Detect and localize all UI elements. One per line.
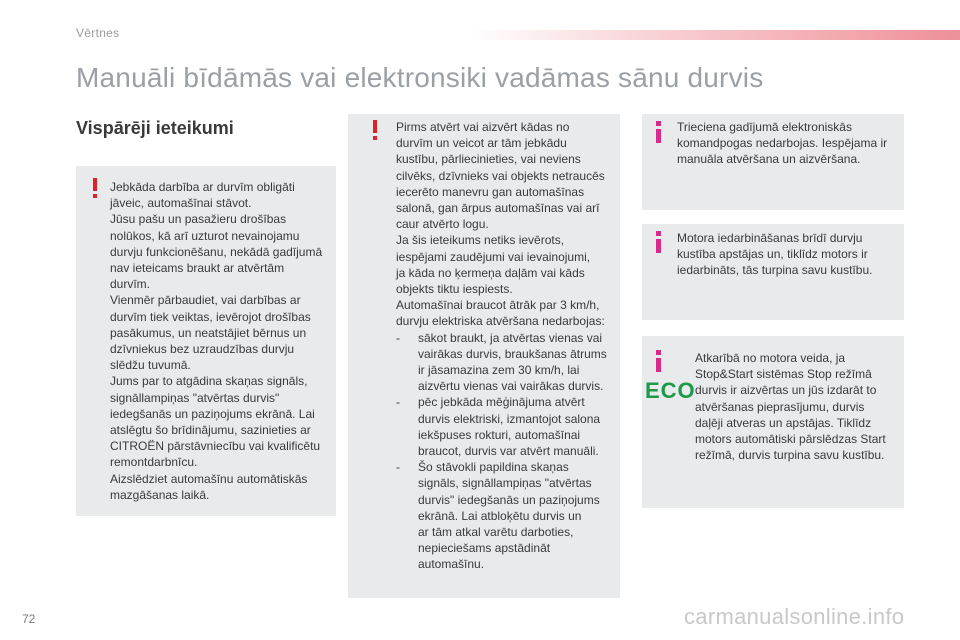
text-line: sākot braukt, ja atvērtas vienas vai <box>418 330 603 345</box>
info-icon <box>653 231 663 253</box>
list-item <box>396 394 618 459</box>
text-line: durvīm un veicot ar tām jebkādu <box>396 136 567 151</box>
list-dash: - <box>396 460 400 475</box>
text-line: Stop&Start sistēmas Stop režīmā <box>695 367 872 382</box>
impact-info-text <box>677 119 902 168</box>
text-line: atslēgtu šo brīdinājumu, sazinieties ar <box>110 423 311 438</box>
text-line: nepieciešams apstādināt <box>418 541 551 556</box>
page-title: Manuāli bīdāmās vai elektronsiki vadāmas sānu durvis <box>76 62 764 93</box>
text-line: salonā, gan ārpus automašīnas vai arī <box>396 201 600 216</box>
text-line: mazgāšanas laikā. <box>110 487 210 502</box>
list-item <box>396 330 618 395</box>
text-line: aizvērtu vienas vai vairākas durvis. <box>418 379 604 394</box>
stop-start-info-text <box>695 350 902 463</box>
text-line: Jebkāda darbība ar durvīm obligāti <box>110 180 295 194</box>
text-line: Pirms atvērt vai aizvērt kādas no <box>396 120 570 134</box>
text-line: ja kāda no ķermeņa daļām vai kāds <box>396 265 585 280</box>
text-line: vairākas durvis, braukšanas ātrums <box>418 346 607 361</box>
text-line: signāls, signāllampiņas "atvērtas <box>418 476 592 491</box>
text-line: durvīm tiek veiktas, ievērojot drošības <box>110 309 311 324</box>
text-line: atvēršanas pieprasījumu, durvis <box>695 399 865 414</box>
text-line: durvis elektriski, izmantojot salona <box>418 411 601 426</box>
door-operation-warning-text <box>396 119 618 573</box>
text-line: durvīm. <box>110 277 151 292</box>
text-line: iespējami zaudējumi vai ievainojumi, <box>396 249 591 264</box>
text-line: Vienmēr pārbaudiet, vai darbības ar <box>110 293 301 308</box>
text-line: automašīnu. <box>418 557 485 572</box>
text-line: slēdžu tuvumā. <box>110 358 191 373</box>
section-label: Vērtnes <box>76 26 120 40</box>
text-line: ar tām atkal varētu darboties, <box>418 525 574 540</box>
text-line: nolūkos, kā arī uzturot nevainojamu <box>110 228 300 243</box>
text-line: iedegšanās un paziņojums ekrānā. Lai <box>110 406 315 421</box>
text-line: objekts tiktu iespiests. <box>396 282 513 297</box>
text-line: Atkarībā no motora veida, ja <box>695 351 846 365</box>
text-line: nav ieteicams braukt ar atvērtām <box>110 261 285 276</box>
text-line: Trieciena gadījumā elektroniskās <box>677 120 852 134</box>
engine-start-info-text <box>677 230 902 279</box>
eco-icon: ECO <box>645 378 696 403</box>
text-line: Jums par to atgādina skaņas signāls, <box>110 374 308 389</box>
text-line: pasākumus, un neatstājiet bērnus un <box>110 325 307 340</box>
page-number: 72 <box>22 612 36 626</box>
text-line: iekšpuses rokturi, automašīnai <box>418 427 581 442</box>
text-line: durvis" iedegšanās un paziņojums <box>418 492 600 507</box>
text-line: Ja šis ieteikums netiks ievērots, <box>396 233 565 248</box>
text-line: durvju funkcionēšanu, nekādā gadījumā <box>110 244 323 259</box>
list-dash: - <box>396 330 400 345</box>
text-line: durvis ir aizvērtas un jūs izdarāt to <box>695 383 877 398</box>
text-line: kustību, pārliecinieties, vai neviens <box>396 152 581 167</box>
text-line: komandpogas nedarbojas. Iespējama ir <box>677 136 888 151</box>
text-line: braucot, durvis var atvērt manuāli. <box>418 444 599 459</box>
watermark: carmanualsonline.info <box>684 604 905 629</box>
text-line: motors automātiski pārslēdzas Start <box>695 432 886 447</box>
text-line: Automašīnai braucot ātrāk par 3 km/h, <box>396 298 600 313</box>
text-line: CITROËN pārstāvniecību vai kvalificētu <box>110 439 321 454</box>
text-line: Šo stāvokli papildina skaņas <box>418 460 569 475</box>
warning-icon <box>370 120 380 140</box>
text-line: Jūsu pašu un pasažieru drošības <box>110 212 287 227</box>
general-advice-heading: Vispārēji ieteikumi <box>76 118 234 138</box>
info-icon <box>653 121 663 143</box>
warning-icon <box>90 178 100 198</box>
text-line: kustība apstājas un, tiklīdz motors ir <box>677 247 868 262</box>
text-line: signāllampiņas "atvērtas durvis" <box>110 390 280 405</box>
text-line: ekrānā. Lai atbloķētu durvis un <box>418 508 582 523</box>
text-line: Motora iedarbināšanas brīdī durvju <box>677 231 863 245</box>
list-item <box>396 459 618 572</box>
text-line: Aizslēdziet automašīnu automātiskās <box>110 471 308 486</box>
text-line: jāveic, automašīnai stāvot. <box>110 196 252 211</box>
text-line: iedarbināts, tās turpina savu kustību. <box>677 263 873 278</box>
info-icon <box>653 350 663 372</box>
general-warning-text <box>110 179 332 503</box>
text-line: cilvēks, dzīvnieks vai objekts netraucēs <box>396 168 605 183</box>
text-line: ir jāsamazina zem 30 km/h, lai <box>418 363 580 378</box>
list-dash: - <box>396 395 400 410</box>
text-line: dzīvniekus bez uzraudzības durvju <box>110 342 295 357</box>
text-line: daļēji atveras un apstājas. Tiklīdz <box>695 415 872 430</box>
text-line: manuāla atvēršana un aizvēršana. <box>677 152 861 167</box>
header-accent-bar <box>470 30 960 40</box>
text-line: režīmā, durvis turpina savu kustību. <box>695 448 885 463</box>
text-line: caur atvērto logu. <box>396 217 489 232</box>
text-line: iecerēto manevru gan automašīnas <box>396 184 585 199</box>
text-line: pēc jebkāda mēģinājuma atvērt <box>418 395 585 410</box>
text-line: remontdarbnīcu. <box>110 455 198 470</box>
text-line: durvju elektriska atvēršana nedarbojas: <box>396 314 605 329</box>
